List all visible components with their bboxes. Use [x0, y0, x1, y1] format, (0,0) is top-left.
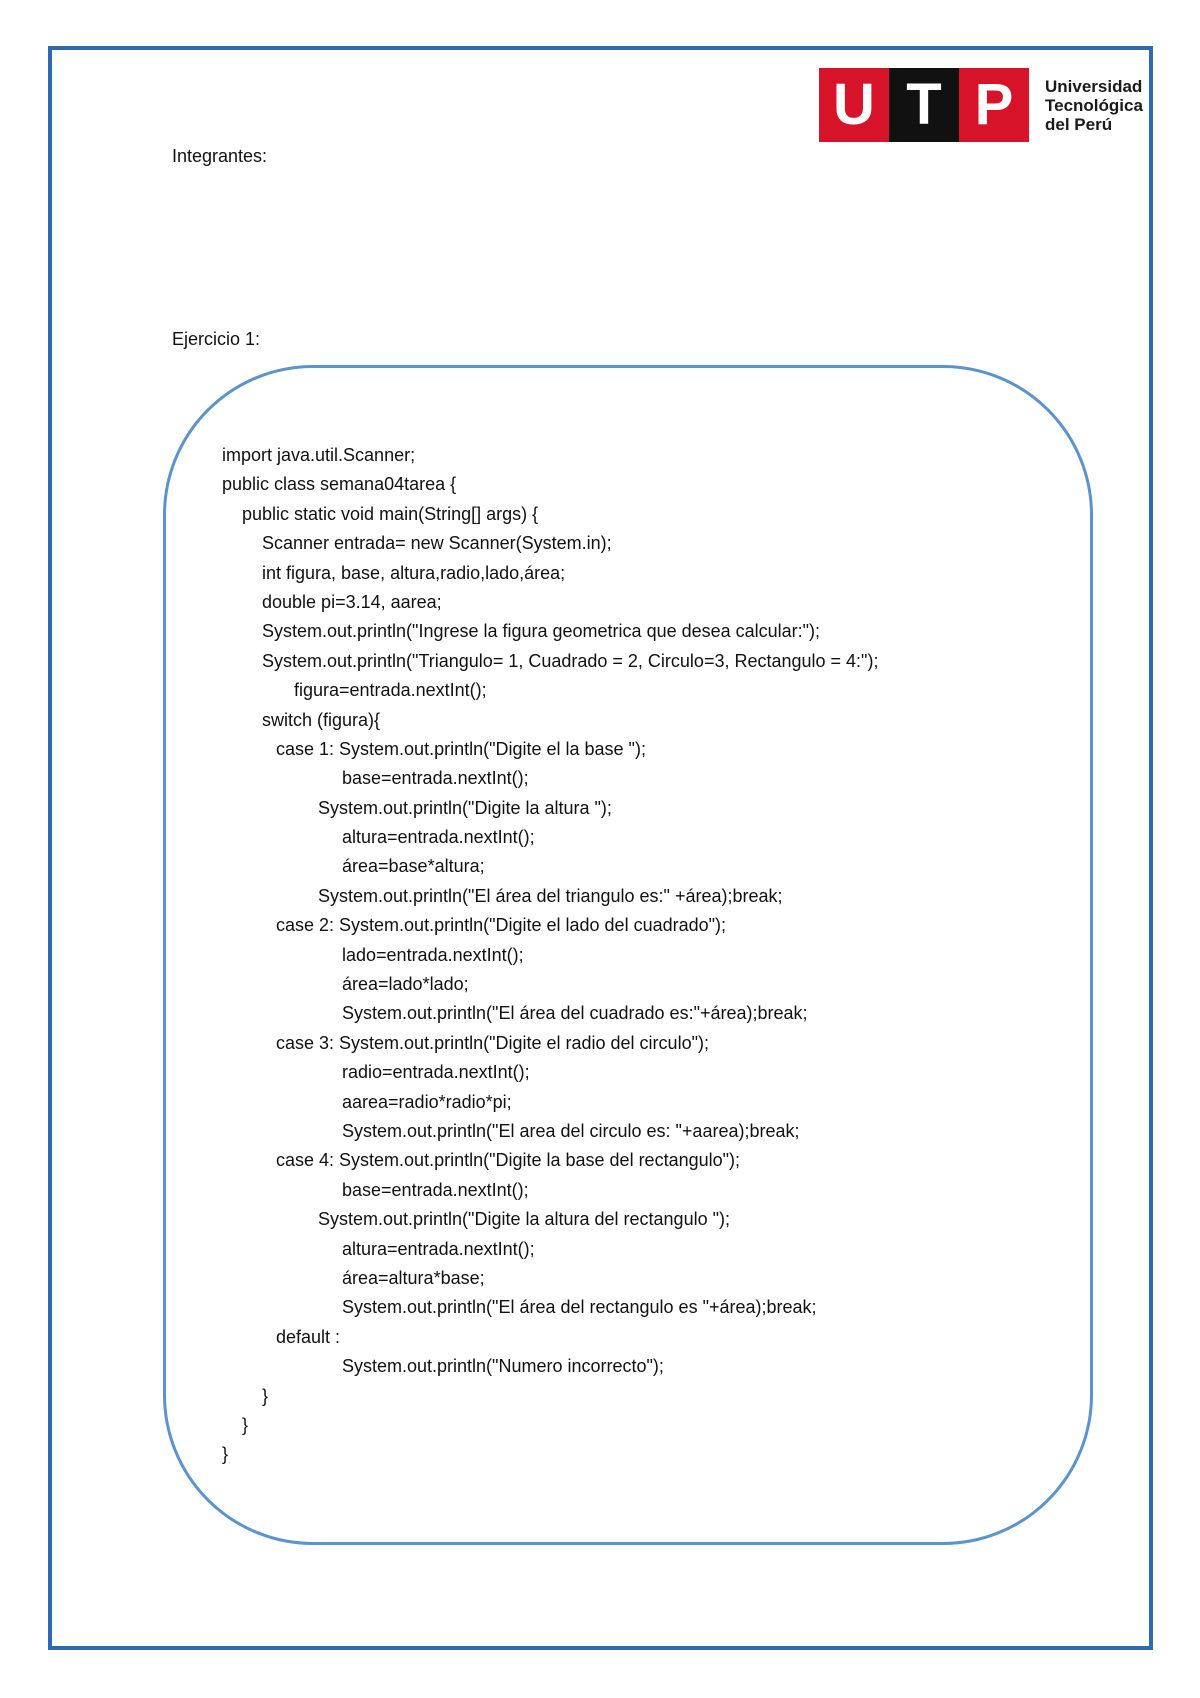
code-line: }	[242, 1414, 249, 1435]
code-line: base=entrada.nextInt();	[342, 768, 529, 789]
code-line: System.out.println("Triangulo= 1, Cuadrado = 2, Circulo=3, Rectangulo = 4:");	[262, 650, 879, 671]
code-line: case 4: System.out.println("Digite la base del rectangulo");	[276, 1150, 741, 1171]
logo-university-name	[1045, 77, 1143, 134]
logo-name-line-3: del Perú	[1045, 114, 1113, 134]
code-line: import java.util.Scanner;	[222, 445, 416, 465]
code-line: System.out.println("El área del rectangulo es "+área);break;	[342, 1297, 817, 1318]
integrantes-label: Integrantes:	[172, 146, 268, 166]
code-line: System.out.println("Digite la altura ");	[318, 797, 612, 818]
code-line: System.out.println("El área del cuadrado es:"+área);break;	[342, 1003, 808, 1024]
code-line: double pi=3.14, aarea;	[262, 591, 442, 612]
logo-name-line-1: Universidad	[1045, 76, 1143, 96]
code-line: aarea=radio*radio*pi;	[342, 1091, 512, 1112]
code-line: switch (figura){	[262, 709, 381, 730]
code-line: figura=entrada.nextInt();	[294, 680, 487, 701]
logo-name-line-2: Tecnológica	[1045, 95, 1143, 115]
code-line: System.out.println("El area del circulo es: "+aarea);break;	[342, 1120, 800, 1141]
code-line: public static void main(String[] args) {	[242, 503, 539, 524]
code-block	[222, 441, 878, 1470]
code-line: default :	[276, 1326, 341, 1347]
code-line: System.out.println("Numero incorrecto");	[342, 1356, 664, 1377]
code-line: base=entrada.nextInt();	[342, 1179, 529, 1200]
code-line: lado=entrada.nextInt();	[342, 944, 524, 965]
code-line: área=base*altura;	[342, 856, 485, 877]
logo-letter-t: T	[889, 68, 959, 142]
code-line: radio=entrada.nextInt();	[342, 1062, 530, 1083]
code-line: System.out.println("El área del triangulo es:" +área);break;	[318, 885, 783, 906]
logo-letter-blocks	[819, 68, 1029, 142]
code-line: altura=entrada.nextInt();	[342, 827, 535, 848]
utp-logo	[819, 68, 1143, 142]
code-line: System.out.println("Digite la altura del rectangulo ");	[318, 1209, 730, 1230]
code-line: int figura, base, altura,radio,lado,área;	[262, 562, 566, 583]
code-line: altura=entrada.nextInt();	[342, 1238, 535, 1259]
code-line: case 2: System.out.println("Digite el lado del cuadrado");	[276, 915, 727, 936]
code-line: case 3: System.out.println("Digite el radio del circulo");	[276, 1032, 709, 1053]
logo-letter-u: U	[819, 68, 889, 142]
code-line: área=lado*lado;	[342, 974, 469, 995]
logo-letter-p: P	[959, 68, 1029, 142]
code-line: Scanner entrada= new Scanner(System.in);	[262, 533, 612, 554]
code-line: case 1: System.out.println("Digite el la base ");	[276, 738, 646, 759]
code-line: }	[222, 1444, 229, 1465]
ejercicio-label: Ejercicio 1:	[172, 329, 261, 349]
code-line: área=altura*base;	[342, 1267, 485, 1288]
code-line: public class semana04tarea {	[222, 474, 457, 495]
code-line: System.out.println("Ingrese la figura geometrica que desea calcular:");	[262, 621, 821, 642]
code-line: }	[262, 1385, 269, 1406]
